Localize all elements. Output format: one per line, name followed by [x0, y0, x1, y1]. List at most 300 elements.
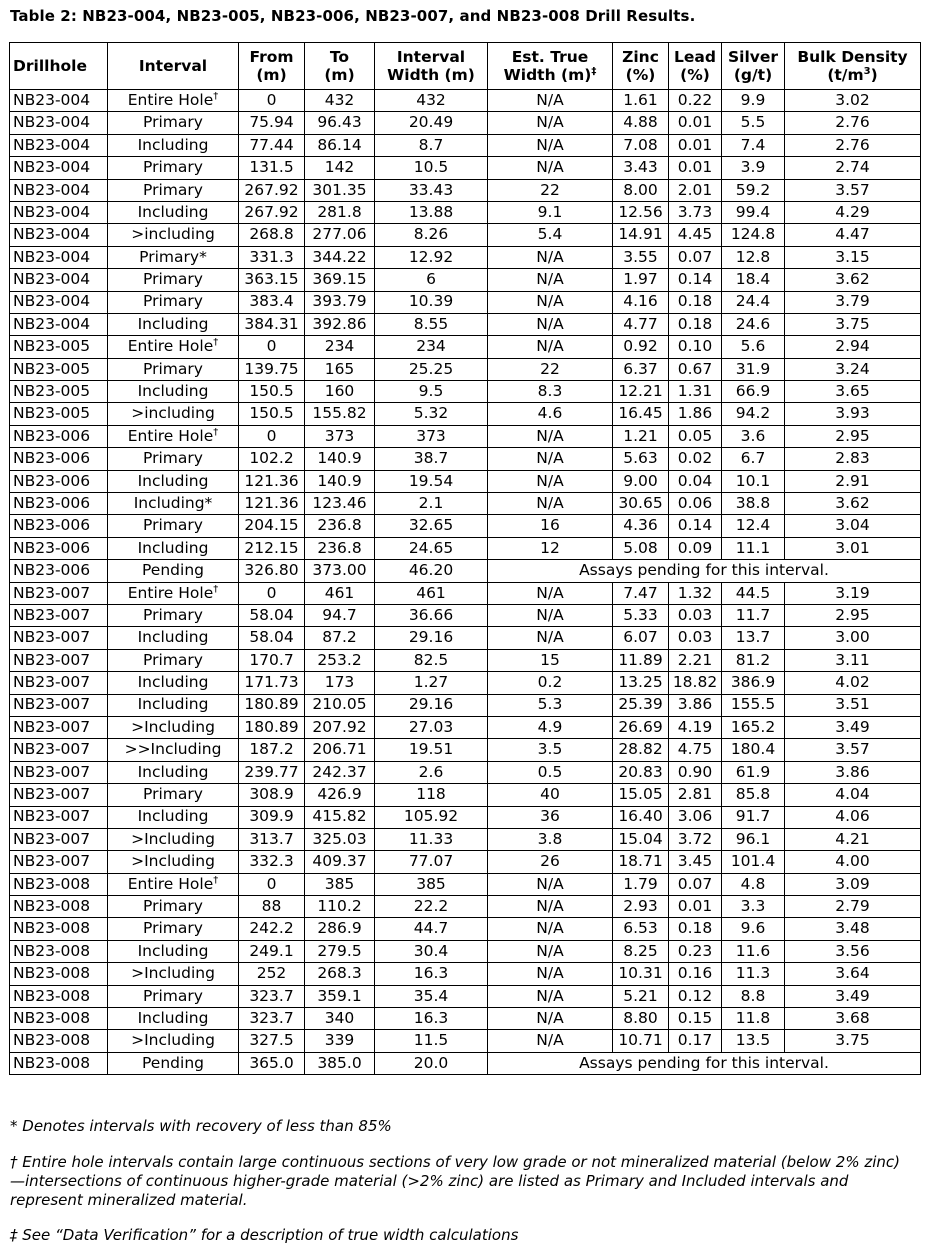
zinc-cell: 25.39 [613, 694, 669, 716]
drillhole-cell: NB23-006 [10, 448, 108, 470]
drillhole-cell: NB23-007 [10, 716, 108, 738]
drillhole-cell: NB23-004 [10, 134, 108, 156]
bulk-density-cell: 4.29 [785, 201, 921, 223]
bulk-density-cell: 4.00 [785, 851, 921, 873]
dagger-mark: † [213, 337, 219, 349]
to-cell: 173 [305, 672, 375, 694]
silver-cell: 3.3 [722, 896, 785, 918]
drillhole-cell: NB23-004 [10, 157, 108, 179]
interval-cell: Primary [108, 784, 239, 806]
lead-cell: 0.03 [669, 604, 722, 626]
lead-cell: 4.75 [669, 739, 722, 761]
to-cell: 110.2 [305, 896, 375, 918]
lead-cell: 0.18 [669, 313, 722, 335]
from-cell: 384.31 [239, 313, 305, 335]
true-width-cell: 40 [488, 784, 613, 806]
pending-note-cell: Assays pending for this interval. [488, 560, 921, 582]
col-header-drillhole: Drillhole [10, 43, 108, 90]
bulk-density-cell: 2.74 [785, 157, 921, 179]
bulk-density-cell: 3.04 [785, 515, 921, 537]
drillhole-cell: NB23-008 [10, 918, 108, 940]
from-cell: 323.7 [239, 1008, 305, 1030]
interval-width-cell: 461 [375, 582, 488, 604]
interval-width-cell: 9.5 [375, 381, 488, 403]
true-width-cell: N/A [488, 157, 613, 179]
interval-width-cell: 29.16 [375, 694, 488, 716]
true-width-cell: N/A [488, 582, 613, 604]
zinc-cell: 5.08 [613, 537, 669, 559]
interval-cell: Including* [108, 493, 239, 515]
lead-cell: 1.31 [669, 381, 722, 403]
bulk-density-cell: 3.01 [785, 537, 921, 559]
interval-width-cell: 11.5 [375, 1030, 488, 1052]
interval-cell: Primary [108, 291, 239, 313]
true-width-cell: N/A [488, 134, 613, 156]
from-cell: 180.89 [239, 694, 305, 716]
from-cell: 121.36 [239, 493, 305, 515]
interval-cell: Primary* [108, 246, 239, 268]
interval-cell: Including [108, 806, 239, 828]
table-row [10, 381, 921, 403]
true-width-cell: N/A [488, 985, 613, 1007]
zinc-cell: 4.77 [613, 313, 669, 335]
true-width-cell: 26 [488, 851, 613, 873]
lead-cell: 3.86 [669, 694, 722, 716]
true-width-cell: N/A [488, 470, 613, 492]
table-row [10, 1052, 921, 1074]
to-cell: 392.86 [305, 313, 375, 335]
silver-cell: 4.8 [722, 873, 785, 895]
silver-cell: 59.2 [722, 179, 785, 201]
zinc-cell: 15.05 [613, 784, 669, 806]
drillhole-cell: NB23-004 [10, 90, 108, 112]
bulk-density-cell: 3.79 [785, 291, 921, 313]
interval-width-cell: 6 [375, 269, 488, 291]
from-cell: 75.94 [239, 112, 305, 134]
interval-cell: Entire Hole† [108, 336, 239, 358]
bulk-density-cell: 3.11 [785, 649, 921, 671]
zinc-cell: 5.63 [613, 448, 669, 470]
to-cell: 86.14 [305, 134, 375, 156]
interval-cell: Primary [108, 157, 239, 179]
zinc-cell: 15.04 [613, 828, 669, 850]
to-cell: 236.8 [305, 537, 375, 559]
lead-cell: 0.01 [669, 157, 722, 179]
col-header-bulk-density: Bulk Density $(t/m^3)$ [785, 43, 921, 90]
lead-cell: 0.16 [669, 963, 722, 985]
bulk-density-cell: 3.49 [785, 985, 921, 1007]
from-cell: 0 [239, 425, 305, 447]
to-cell: 155.82 [305, 403, 375, 425]
interval-cell: Primary [108, 515, 239, 537]
lead-cell: 0.03 [669, 627, 722, 649]
table-row [10, 112, 921, 134]
drillhole-cell: NB23-007 [10, 694, 108, 716]
interval-cell: >Including [108, 851, 239, 873]
silver-cell: 11.6 [722, 940, 785, 962]
bulk-density-cell: 2.76 [785, 112, 921, 134]
drillhole-cell: NB23-008 [10, 963, 108, 985]
silver-cell: 81.2 [722, 649, 785, 671]
silver-cell: 44.5 [722, 582, 785, 604]
table-row [10, 985, 921, 1007]
silver-cell: 124.8 [722, 224, 785, 246]
table-row [10, 649, 921, 671]
drillhole-cell: NB23-004 [10, 224, 108, 246]
true-width-cell: 36 [488, 806, 613, 828]
table-row [10, 761, 921, 783]
from-cell: 0 [239, 582, 305, 604]
from-cell: 308.9 [239, 784, 305, 806]
to-cell: 393.79 [305, 291, 375, 313]
interval-width-cell: 19.54 [375, 470, 488, 492]
from-cell: 363.15 [239, 269, 305, 291]
table-row [10, 179, 921, 201]
bulk-density-cell: 2.95 [785, 425, 921, 447]
silver-cell: 85.8 [722, 784, 785, 806]
silver-cell: 165.2 [722, 716, 785, 738]
silver-cell: 13.5 [722, 1030, 785, 1052]
from-cell: 0 [239, 873, 305, 895]
interval-cell: >Including [108, 828, 239, 850]
interval-width-cell: 5.32 [375, 403, 488, 425]
true-width-cell: 22 [488, 358, 613, 380]
dagger-mark: † [213, 426, 219, 438]
interval-cell: Primary [108, 269, 239, 291]
zinc-cell: 4.16 [613, 291, 669, 313]
silver-cell: 38.8 [722, 493, 785, 515]
drillhole-cell: NB23-004 [10, 112, 108, 134]
from-cell: 170.7 [239, 649, 305, 671]
table-row [10, 604, 921, 626]
silver-cell: 61.9 [722, 761, 785, 783]
true-width-cell: N/A [488, 918, 613, 940]
zinc-cell: 18.71 [613, 851, 669, 873]
table-row [10, 224, 921, 246]
drillhole-cell: NB23-006 [10, 493, 108, 515]
zinc-cell: 8.00 [613, 179, 669, 201]
bulk-density-cell: 3.62 [785, 269, 921, 291]
true-width-cell: N/A [488, 246, 613, 268]
from-cell: 150.5 [239, 403, 305, 425]
from-cell: 365.0 [239, 1052, 305, 1074]
zinc-cell: 30.65 [613, 493, 669, 515]
bulk-density-cell: 3.57 [785, 179, 921, 201]
bulk-density-cell: 3.48 [785, 918, 921, 940]
from-cell: 0 [239, 90, 305, 112]
interval-cell: Including [108, 313, 239, 335]
zinc-cell: 7.47 [613, 582, 669, 604]
from-cell: 131.5 [239, 157, 305, 179]
from-cell: 242.2 [239, 918, 305, 940]
bulk-density-cell: 3.24 [785, 358, 921, 380]
to-cell: 344.22 [305, 246, 375, 268]
zinc-cell: 12.56 [613, 201, 669, 223]
lead-cell: 0.09 [669, 537, 722, 559]
interval-cell: Primary [108, 179, 239, 201]
to-cell: 359.1 [305, 985, 375, 1007]
lead-cell: 3.72 [669, 828, 722, 850]
interval-cell: Including [108, 627, 239, 649]
zinc-cell: 28.82 [613, 739, 669, 761]
interval-width-cell: 46.20 [375, 560, 488, 582]
table-row [10, 313, 921, 335]
bulk-density-cell: 3.02 [785, 90, 921, 112]
zinc-cell: 14.91 [613, 224, 669, 246]
dagger-mark: † [213, 583, 219, 595]
silver-cell: 386.9 [722, 672, 785, 694]
interval-width-cell: 44.7 [375, 918, 488, 940]
table-row [10, 672, 921, 694]
silver-cell: 101.4 [722, 851, 785, 873]
true-width-cell: N/A [488, 1008, 613, 1030]
drillhole-cell: NB23-007 [10, 828, 108, 850]
bulk-density-cell: 3.56 [785, 940, 921, 962]
true-width-cell: N/A [488, 604, 613, 626]
interval-width-cell: 8.7 [375, 134, 488, 156]
interval-cell: Including [108, 470, 239, 492]
zinc-cell: 4.88 [613, 112, 669, 134]
to-cell: 242.37 [305, 761, 375, 783]
interval-cell: Primary [108, 896, 239, 918]
col-header-from: From (m) [239, 43, 305, 90]
bulk-density-cell: 4.02 [785, 672, 921, 694]
lead-cell: 2.81 [669, 784, 722, 806]
interval-width-cell: 16.3 [375, 963, 488, 985]
zinc-cell: 1.79 [613, 873, 669, 895]
drillhole-cell: NB23-008 [10, 985, 108, 1007]
col-header-silver: Silver (g/t) [722, 43, 785, 90]
table-row [10, 1030, 921, 1052]
interval-width-cell: 38.7 [375, 448, 488, 470]
from-cell: 239.77 [239, 761, 305, 783]
interval-cell: Entire Hole† [108, 425, 239, 447]
interval-cell: Primary [108, 604, 239, 626]
table-row [10, 448, 921, 470]
interval-width-cell: 10.5 [375, 157, 488, 179]
interval-width-cell: 16.3 [375, 1008, 488, 1030]
lead-cell: 0.06 [669, 493, 722, 515]
interval-cell: Primary [108, 112, 239, 134]
to-cell: 281.8 [305, 201, 375, 223]
table-row [10, 358, 921, 380]
true-width-cell: 0.5 [488, 761, 613, 783]
table-row [10, 246, 921, 268]
lead-cell: 0.01 [669, 134, 722, 156]
interval-cell: Primary [108, 985, 239, 1007]
interval-cell: >>Including [108, 739, 239, 761]
bulk-density-cell: 2.76 [785, 134, 921, 156]
to-cell: 461 [305, 582, 375, 604]
table-row [10, 918, 921, 940]
lead-cell: 4.45 [669, 224, 722, 246]
bulk-density-cell: 4.04 [785, 784, 921, 806]
bulk-density-cell: 2.95 [785, 604, 921, 626]
bulk-density-cell: 2.91 [785, 470, 921, 492]
to-cell: 373 [305, 425, 375, 447]
lead-cell: 0.04 [669, 470, 722, 492]
drillhole-cell: NB23-007 [10, 761, 108, 783]
silver-cell: 11.8 [722, 1008, 785, 1030]
interval-cell: Pending [108, 1052, 239, 1074]
to-cell: 432 [305, 90, 375, 112]
lead-cell: 2.01 [669, 179, 722, 201]
true-width-cell: N/A [488, 1030, 613, 1052]
interval-width-cell: 105.92 [375, 806, 488, 828]
interval-width-cell: 8.55 [375, 313, 488, 335]
from-cell: 332.3 [239, 851, 305, 873]
silver-cell: 66.9 [722, 381, 785, 403]
zinc-cell: 16.40 [613, 806, 669, 828]
lead-cell: 0.23 [669, 940, 722, 962]
pending-note-cell: Assays pending for this interval. [488, 1052, 921, 1074]
footnote-entire-hole: † Entire hole intervals contain large continuous sections of very low grade or not mineralized material (below 2% zinc)—intersections of continuous higher-grade material (>2% zinc) are listed as Primary and Included intervals and represent mineralized material. [10, 1153, 900, 1209]
lead-cell: 0.01 [669, 896, 722, 918]
from-cell: 121.36 [239, 470, 305, 492]
silver-cell: 12.4 [722, 515, 785, 537]
true-width-cell: N/A [488, 291, 613, 313]
zinc-cell: 4.36 [613, 515, 669, 537]
silver-cell: 94.2 [722, 403, 785, 425]
zinc-cell: 10.71 [613, 1030, 669, 1052]
lead-cell: 0.18 [669, 291, 722, 313]
zinc-cell: 6.07 [613, 627, 669, 649]
zinc-cell: 0.92 [613, 336, 669, 358]
zinc-cell: 1.21 [613, 425, 669, 447]
to-cell: 165 [305, 358, 375, 380]
table-row [10, 940, 921, 962]
lead-cell: 3.06 [669, 806, 722, 828]
table-row [10, 1008, 921, 1030]
table-row [10, 560, 921, 582]
true-width-cell: 16 [488, 515, 613, 537]
drillhole-cell: NB23-007 [10, 739, 108, 761]
interval-width-cell: 82.5 [375, 649, 488, 671]
from-cell: 187.2 [239, 739, 305, 761]
from-cell: 309.9 [239, 806, 305, 828]
footnote-true-width: ‡ See “Data Verification” for a description of true width calculations [10, 1226, 519, 1244]
to-cell: 123.46 [305, 493, 375, 515]
table-row [10, 291, 921, 313]
table-row [10, 784, 921, 806]
true-width-cell: N/A [488, 336, 613, 358]
silver-cell: 91.7 [722, 806, 785, 828]
to-cell: 409.37 [305, 851, 375, 873]
interval-cell: Primary [108, 358, 239, 380]
drill-results-table [9, 42, 921, 1075]
bulk-density-cell: 3.75 [785, 1030, 921, 1052]
dagger-mark: † [213, 874, 219, 886]
lead-cell: 0.90 [669, 761, 722, 783]
table-body [10, 90, 921, 1075]
interval-cell: >Including [108, 716, 239, 738]
to-cell: 301.35 [305, 179, 375, 201]
interval-width-cell: 77.07 [375, 851, 488, 873]
bulk-density-cell: 3.00 [785, 627, 921, 649]
from-cell: 102.2 [239, 448, 305, 470]
drillhole-cell: NB23-004 [10, 269, 108, 291]
header-row [10, 43, 921, 90]
bulk-density-cell: 2.94 [785, 336, 921, 358]
interval-width-cell: 118 [375, 784, 488, 806]
interval-cell: Entire Hole† [108, 873, 239, 895]
interval-cell: Including [108, 761, 239, 783]
true-width-cell: N/A [488, 112, 613, 134]
table-row [10, 627, 921, 649]
to-cell: 160 [305, 381, 375, 403]
drillhole-cell: NB23-008 [10, 1052, 108, 1074]
interval-width-cell: 22.2 [375, 896, 488, 918]
bulk-density-cell: 3.68 [785, 1008, 921, 1030]
drillhole-cell: NB23-005 [10, 336, 108, 358]
zinc-cell: 20.83 [613, 761, 669, 783]
interval-cell: Including [108, 1008, 239, 1030]
interval-cell: Primary [108, 918, 239, 940]
col-header-to: To (m) [305, 43, 375, 90]
zinc-cell: 10.31 [613, 963, 669, 985]
to-cell: 210.05 [305, 694, 375, 716]
table-row [10, 582, 921, 604]
to-cell: 415.82 [305, 806, 375, 828]
interval-cell: Including [108, 134, 239, 156]
drillhole-cell: NB23-007 [10, 784, 108, 806]
silver-cell: 24.4 [722, 291, 785, 313]
silver-cell: 24.6 [722, 313, 785, 335]
silver-cell: 6.7 [722, 448, 785, 470]
from-cell: 150.5 [239, 381, 305, 403]
from-cell: 204.15 [239, 515, 305, 537]
drillhole-cell: NB23-007 [10, 649, 108, 671]
interval-width-cell: 12.92 [375, 246, 488, 268]
bulk-density-cell: 4.47 [785, 224, 921, 246]
from-cell: 383.4 [239, 291, 305, 313]
true-width-cell: N/A [488, 448, 613, 470]
lead-cell: 1.86 [669, 403, 722, 425]
true-width-cell: N/A [488, 963, 613, 985]
true-width-cell: 4.6 [488, 403, 613, 425]
silver-cell: 96.1 [722, 828, 785, 850]
silver-cell: 3.6 [722, 425, 785, 447]
drillhole-cell: NB23-008 [10, 1030, 108, 1052]
lead-cell: 0.01 [669, 112, 722, 134]
from-cell: 252 [239, 963, 305, 985]
to-cell: 268.3 [305, 963, 375, 985]
bulk-density-cell: 3.86 [785, 761, 921, 783]
interval-width-cell: 33.43 [375, 179, 488, 201]
footnote-recovery: * Denotes intervals with recovery of less than 85% [10, 1117, 392, 1135]
silver-cell: 31.9 [722, 358, 785, 380]
to-cell: 385 [305, 873, 375, 895]
from-cell: 58.04 [239, 604, 305, 626]
interval-cell: >including [108, 224, 239, 246]
bulk-density-cell: 3.62 [785, 493, 921, 515]
from-cell: 58.04 [239, 627, 305, 649]
from-cell: 267.92 [239, 179, 305, 201]
bulk-density-cell: 3.64 [785, 963, 921, 985]
to-cell: 253.2 [305, 649, 375, 671]
interval-cell: Including [108, 201, 239, 223]
zinc-cell: 7.08 [613, 134, 669, 156]
drillhole-cell: NB23-005 [10, 358, 108, 380]
silver-cell: 13.7 [722, 627, 785, 649]
interval-width-cell: 234 [375, 336, 488, 358]
to-cell: 277.06 [305, 224, 375, 246]
lead-cell: 0.10 [669, 336, 722, 358]
bulk-density-cell: 2.83 [785, 448, 921, 470]
footnotes [10, 1117, 910, 1245]
from-cell: 249.1 [239, 940, 305, 962]
table-row [10, 828, 921, 850]
